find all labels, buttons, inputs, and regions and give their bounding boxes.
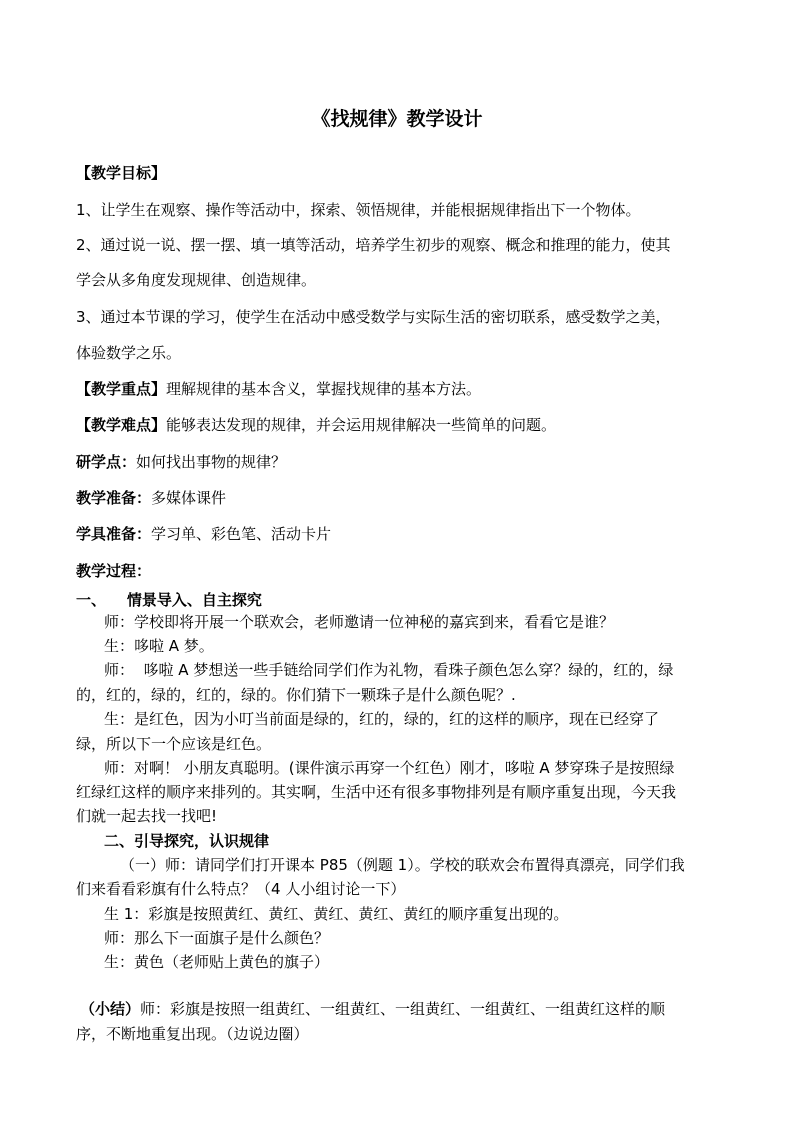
research-text: 如何找出事物的规律？ <box>136 453 287 471</box>
tools-text: 学习单、彩色笔、活动卡片 <box>151 525 332 543</box>
preparation-label: 教学准备： <box>76 489 152 507</box>
section-2-p2: 生 1：彩旗是按照黄红、黄红、黄红、黄红、黄红的顺序重复出现的。 <box>104 905 569 923</box>
section-1-p4-line-2: 绿，所以下一个应该是红色。 <box>76 735 272 753</box>
summary-text-1: 师：彩旗是按照一组黄红、一组黄红、一组黄红、一组黄红、一组黄红这样的顺 <box>140 1000 666 1018</box>
section-2-p4: 生：黄色（老师贴上黄色的旗子） <box>104 953 330 971</box>
objective-2-line-1: 2、通过说一说、摆一摆、填一填等活动，培养学生初步的观察、概念和推理的能力，使其 <box>76 236 671 254</box>
research-point <box>76 452 286 472</box>
difficulty-label: 【教学难点】 <box>76 416 167 434</box>
section-1-p5-line-1: 师：对啊！ 小朋友真聪明。(课件演示再穿一个红色）刚才，哆啦 A 梦穿珠子是按照绿 <box>104 759 675 777</box>
section-2-p1-line-1: （一）师：请同学们打开课本 P85（例题 1）。学校的联欢会布置得真漂亮，同学们我 <box>120 856 685 874</box>
key-point <box>76 379 481 399</box>
section-2-p3: 师：那么下一面旗子是什么颜色？ <box>104 929 330 947</box>
section-1-heading: 一、 情景导入、自主探究 <box>76 591 262 609</box>
key-point-label: 【教学重点】 <box>76 380 167 398</box>
process-heading: 教学过程： <box>76 562 152 580</box>
tools-preparation <box>76 524 331 544</box>
objective-1: 1、让学生在观察、操作等活动中，探索、领悟规律，并能根据规律指出下一个物体。 <box>76 201 641 219</box>
section-1-p5-line-3: 们就一起去找一找吧! <box>76 807 218 825</box>
difficulty-text: 能够表达发现的规律，并会运用规律解决一些简单的问题。 <box>166 416 557 434</box>
summary-label: （小结） <box>80 1000 141 1018</box>
section-1-p2: 生：哆啦 A 梦。 <box>104 637 214 655</box>
summary-line-1 <box>80 999 665 1019</box>
section-2-p1-line-2: 们来看看彩旗有什么特点？（4 人小组讨论一下） <box>76 880 406 898</box>
teaching-preparation <box>76 488 226 508</box>
objective-3-line-1: 3、通过本节课的学习，使学生在活动中感受数学与实际生活的密切联系，感受数学之美， <box>76 308 671 326</box>
section-1-p5-line-2: 红绿红这样的顺序来排列的。其实啊，生活中还有很多事物排列是有顺序重复出现，今天我 <box>76 783 677 801</box>
objective-2-line-2: 学会从多角度发现规律、创造规律。 <box>76 271 317 289</box>
summary-line-2: 序，不断地重复出现。（边说边圈） <box>76 1025 309 1043</box>
difficulty <box>76 415 556 435</box>
key-point-text: 理解规律的基本含义，掌握找规律的基本方法。 <box>166 380 482 398</box>
tools-label: 学具准备： <box>76 525 152 543</box>
preparation-text: 多媒体课件 <box>151 489 227 507</box>
section-1-p4-line-1: 生：是红色，因为小叮当前面是绿的，红的，绿的，红的这样的顺序，现在已经穿了 <box>104 710 660 728</box>
research-label: 研学点： <box>76 453 137 471</box>
section-1-p3-line-1: 师： 哆啦 A 梦想送一些手链给同学们作为礼物，看珠子颜色怎么穿？绿的，红的，绿 <box>104 661 674 679</box>
section-1-p1: 师：学校即将开展一个联欢会，老师邀请一位神秘的嘉宾到来，看看它是谁？ <box>104 613 615 631</box>
objectives-heading: 【教学目标】 <box>76 164 167 182</box>
section-1-p3-line-2: 的，红的，绿的，红的，绿的。你们猜下一颗珠子是什么颜色呢？. <box>76 686 516 704</box>
document-title: 《找规律》教学设计 <box>311 108 483 130</box>
objective-3-line-2: 体验数学之乐。 <box>76 344 182 362</box>
section-2-heading: 二、引导探究，认识规律 <box>104 832 270 850</box>
